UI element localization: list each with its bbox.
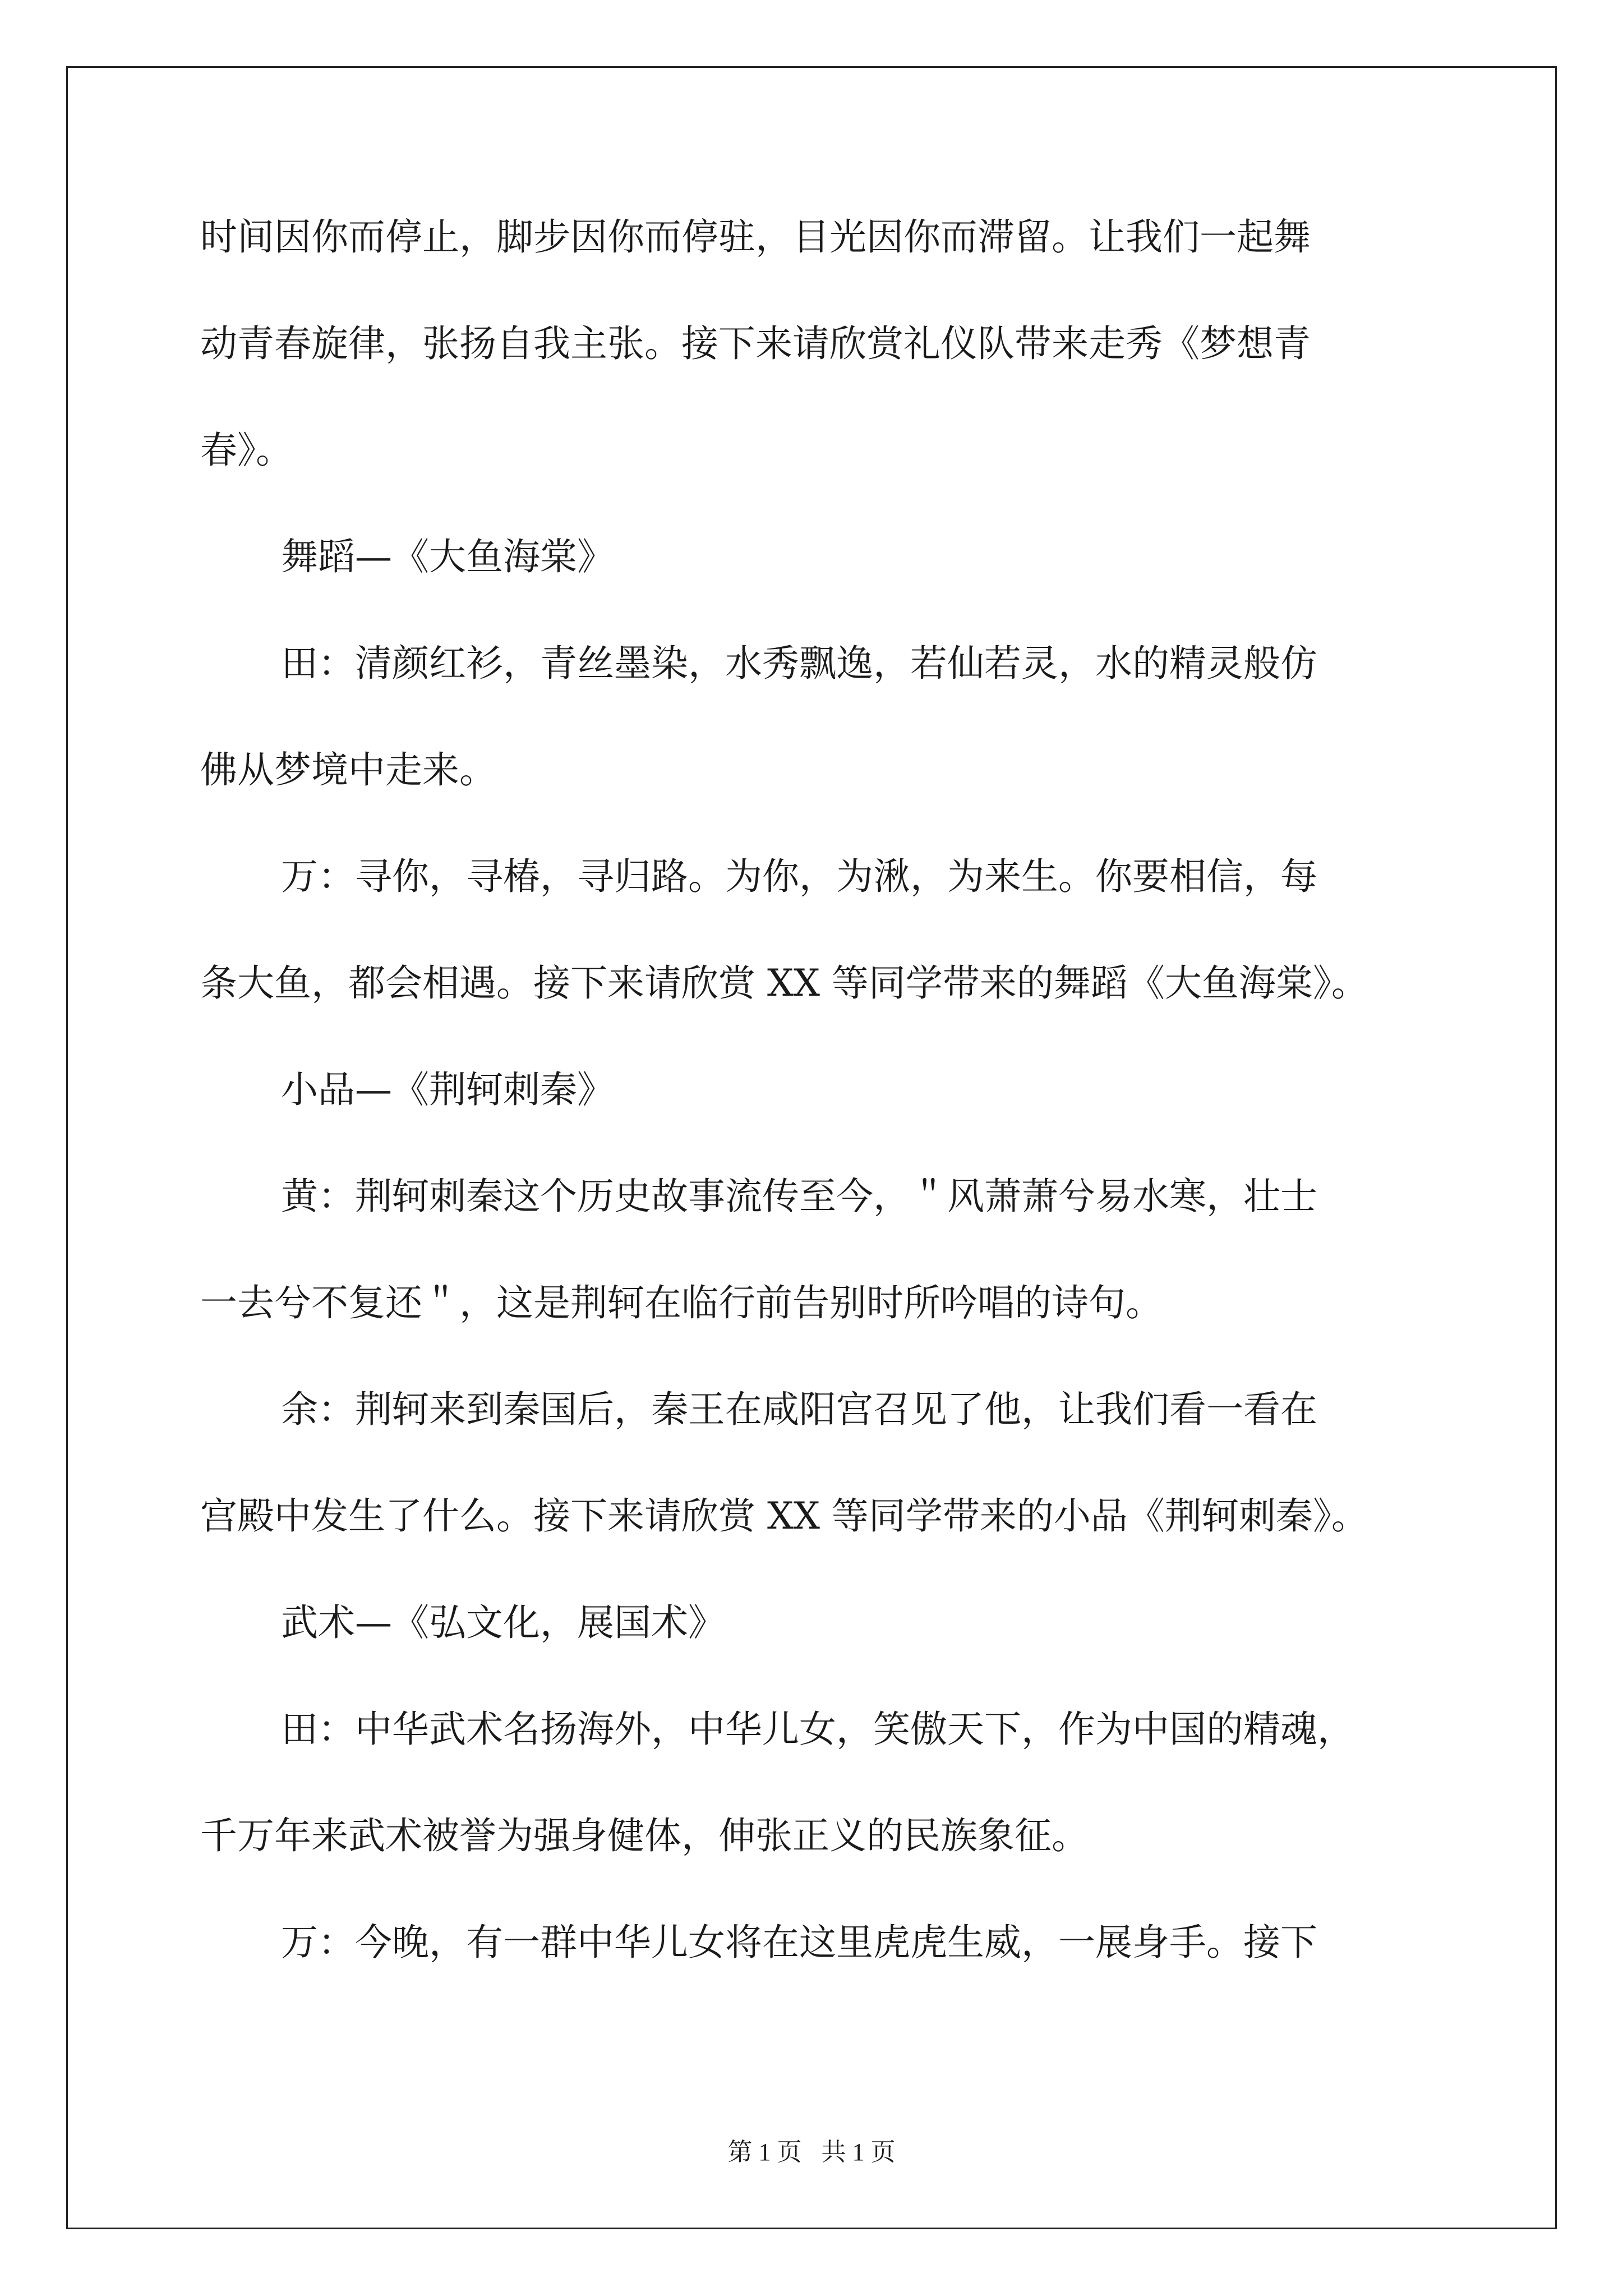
text-line: 万：寻你，寻椿，寻归路。为你，为湫，为来生。你要相信，每 bbox=[281, 855, 1317, 898]
text-line: 佛从梦境中走来。 bbox=[200, 748, 496, 792]
text-line: 万：今晚，有一群中华儿女将在这里虎虎生威，一展身手。接下 bbox=[281, 1921, 1317, 1964]
text-line: 田：中华武术名扬海外，中华儿女，笑傲天下，作为中国的精魂， bbox=[281, 1708, 1354, 1751]
text-line: 宫殿中发生了什么。接下来请欣赏 XX 等同学带来的小品《荆轲刺秦》。 bbox=[200, 1494, 1368, 1538]
page-border bbox=[66, 66, 1557, 2229]
text-line: 千万年来武术被誉为强身健体，伸张正义的民族象征。 bbox=[200, 1814, 1089, 1857]
section-heading: 小品—《荆轲刺秦》 bbox=[281, 1068, 614, 1111]
text-line: 一去兮不复还＂，这是荆轲在临行前告别时所吟唱的诗句。 bbox=[200, 1281, 1163, 1324]
page-total: 共 1 页 bbox=[821, 2138, 896, 2166]
text-line: 动青春旋律，张扬自我主张。接下来请欣赏礼仪队带来走秀《梦想青 bbox=[200, 322, 1311, 365]
text-line: 余：荆轲来到秦国后，秦王在咸阳宫召见了他，让我们看一看在 bbox=[281, 1388, 1317, 1431]
text-line: 时间因你而停止，脚步因你而停驻，目光因你而滞留。让我们一起舞 bbox=[200, 215, 1311, 259]
text-line: 条大鱼，都会相遇。接下来请欣赏 XX 等同学带来的舞蹈《大鱼海棠》。 bbox=[200, 961, 1368, 1005]
section-heading: 舞蹈—《大鱼海棠》 bbox=[281, 535, 614, 578]
page-footer bbox=[0, 2132, 1623, 2168]
text-line: 黄：荆轲刺秦这个历史故事流传至今，＂风萧萧兮易水寒，壮士 bbox=[281, 1175, 1317, 1218]
text-line: 田：清颜红衫，青丝墨染，水秀飘逸，若仙若灵，水的精灵般仿 bbox=[281, 642, 1317, 685]
text-line: 春》。 bbox=[200, 429, 293, 472]
page-number: 第 1 页 bbox=[727, 2138, 802, 2166]
section-heading: 武术—《弘文化，展国术》 bbox=[281, 1601, 725, 1644]
